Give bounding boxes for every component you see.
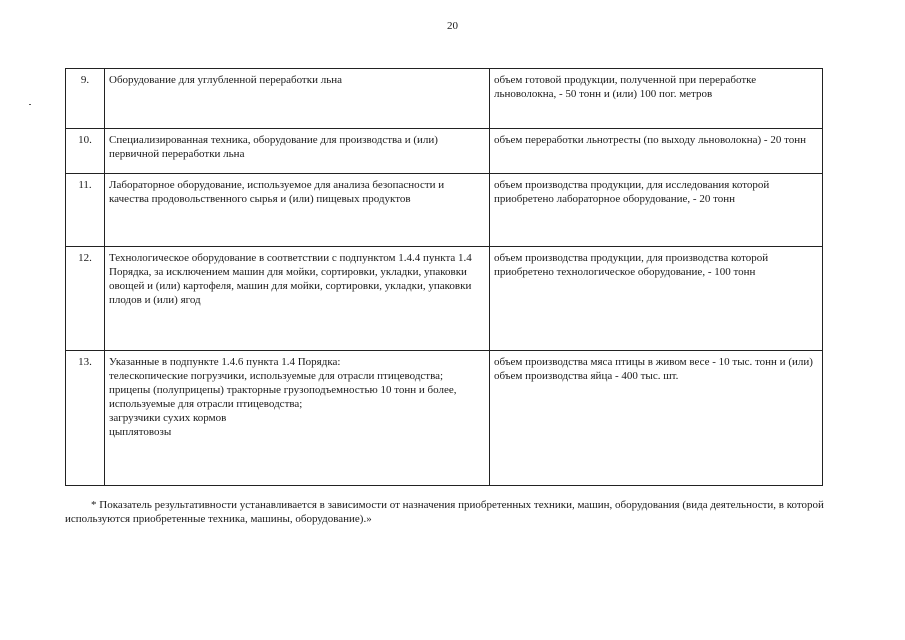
indicators-table	[65, 68, 823, 486]
row-number: 10.	[66, 129, 105, 174]
indicator-cell: объем готовой продукции, полученной при переработке льноволокна, - 50 тонн и (или) 100 пог. метров	[490, 69, 823, 129]
equipment-cell: Указанные в подпункте 1.4.6 пункта 1.4 Порядка: телескопические погрузчики, используемые для отрасли птицеводства; прицепы (полуприцепы) тракторные грузоподъемностью 10 тонн и более, используемые для отрасли птицеводства; загрузчики сухих кормов цыплятовозы	[105, 351, 490, 486]
indicator-cell: объем производства продукции, для исследования которой приобретено лабораторное оборудование, - 20 тонн	[490, 174, 823, 247]
row-number: 12.	[66, 247, 105, 351]
table-row	[66, 129, 823, 174]
footnote: * Показатель результативности устанавливается в зависимости от назначения приобретенных техники, машин, оборудования (вида деятельности, в которой используются приобретенные техника, машины, оборудование).»	[65, 499, 824, 525]
indicator-cell: объем переработки льнотресты (по выходу льноволокна) - 20 тонн	[490, 129, 823, 174]
row-number: 9.	[66, 69, 105, 129]
page-number: 20	[447, 20, 458, 32]
row-number: 13.	[66, 351, 105, 486]
table-row	[66, 174, 823, 247]
table-row	[66, 69, 823, 129]
equipment-cell: Технологическое оборудование в соответствии с подпунктом 1.4.4 пункта 1.4 Порядка, за исключением машин для мойки, сортировки, укладки, упаковки овощей и (или) картофеля, машин для мойки, сортировки, укладки, упаковки плодов и (или) ягод	[105, 247, 490, 351]
scan-mark	[29, 104, 31, 105]
equipment-cell: Лабораторное оборудование, используемое для анализа безопасности и качества продовольственного сырья и (или) пищевых продуктов	[105, 174, 490, 247]
table-row	[66, 351, 823, 486]
equipment-cell: Специализированная техника, оборудование для производства и (или) первичной переработки льна	[105, 129, 490, 174]
indicator-cell: объем производства мяса птицы в живом весе - 10 тыс. тонн и (или) объем производства яйца - 400 тыс. шт.	[490, 351, 823, 486]
indicator-cell: объем производства продукции, для производства которой приобретено технологическое оборудование, - 100 тонн	[490, 247, 823, 351]
row-number: 11.	[66, 174, 105, 247]
equipment-cell: Оборудование для углубленной переработки льна	[105, 69, 490, 129]
table-row	[66, 247, 823, 351]
